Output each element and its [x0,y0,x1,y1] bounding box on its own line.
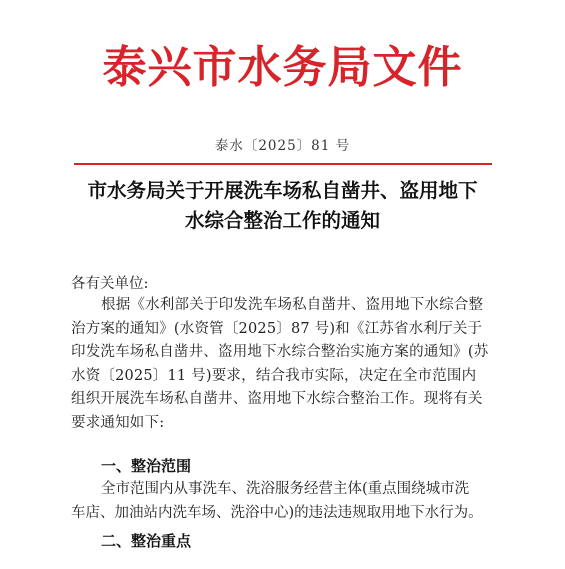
paragraph-line: 水资〔2025〕11 号)要求，结合我市实际，决定在全市范围内 [71,367,477,384]
paragraph-line: 根据《水利部关于印发洗车场私自凿井、盗用地下水综合整 [101,297,484,313]
scope-paragraph [71,478,501,525]
document-title [50,176,515,236]
paragraph-line: 要求通知如下: [71,414,165,431]
paragraph-line: 组织开展洗车场私自凿井、盗用地下水综合整治工作。现将有关 [71,391,483,407]
paragraph-line: 治方案的通知》(水资管〔2025〕87 号)和《江苏省水利厅关于 [71,320,483,337]
paragraph-line: 车店、加油站内洗车场、洗浴中心)的违法违规取用地下水行为。 [71,504,483,521]
document-title-line-1: 市水务局关于开展洗车场私自凿井、盗用地下 [87,179,478,202]
issuing-authority-header: 泰兴市水务局文件 [102,42,463,93]
salutation: 各有关单位: [71,276,149,292]
intro-paragraph [71,294,496,435]
header-divider [74,163,492,165]
section-heading-focus: 二、整治重点 [101,532,192,550]
document-title-line-2: 水综合整治工作的通知 [184,209,380,232]
paragraph-line: 全市范围内从事洗车、洗浴服务经营主体(重点围绕城市洗 [101,481,470,497]
section-heading-scope: 一、整治范围 [101,457,192,475]
document-number: 泰水〔2025〕81 号 [214,138,351,154]
paragraph-line: 印发洗车场私自凿井、盗用地下水综合整治实施方案的通知》(苏 [71,344,489,360]
